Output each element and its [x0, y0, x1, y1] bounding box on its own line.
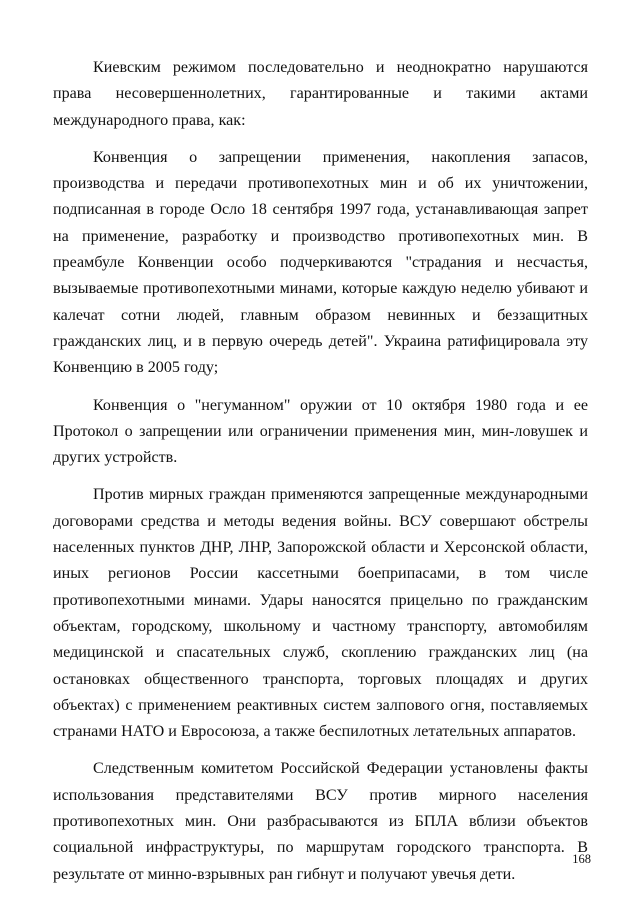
paragraph-1: Киевским режимом последовательно и неоднократно нарушаются права несовершеннолетних, гарантированные и такими актами международного права, как: [53, 59, 588, 129]
paragraph-2: Конвенция о запрещении применения, накопления запасов, производства и передачи противопехотных мин и об их уничтожении, подписанная в городе Осло 18 сентября 1997 года, устанавливающая запрет на применение, разработку и производство противопехотных мин. В преамбуле Конвенции особо подчеркиваются "страдания и несчастья, вызываемые противопехотными минами, которые каждую неделю убивают и калечат сотни людей, главным образом невинных и беззащитных гражданских лиц, и в первую очередь детей". Украина ратифицировала эту Конвенцию в 2005 году; [53, 148, 588, 377]
document-body [53, 55, 588, 899]
paragraph-5: Следственным комитетом Российской Федерации установлены факты использования представителями ВСУ против мирного населения противопехотных мин. Они разбрасываются из БПЛА вблизи объектов социальной инфраструктуры, по маршрутам городского транспорта. В результате от минно-взрывных ран гибнут и получают увечья дети. [53, 760, 588, 883]
paragraph-3: Конвенция о "негуманном" оружии от 10 октября 1980 года и ее Протокол о запрещении или ограничении применения мин, мин-ловушек и других устройств. [53, 396, 588, 467]
page-number: 168 [572, 852, 591, 866]
paragraph-4: Против мирных граждан применяются запрещенные международными договорами средства и методы ведения войны. ВСУ совершают обстрелы населенных пунктов ДНР, ЛНР, Запорожской области и Херсонской области, иных регионов России кассетными боеприпасами, в том числе противопехотными минами. Удары наносятся прицельно по гражданским объектам, городскому, школьному и частному транспорту, автомобилям медицинской и спасательных служб, скоплению гражданских лиц (на остановках общественного транспорта, торговых площадях и других объектах) с применением реактивных систем залпового огня, поставляемых странами НАТО и Евросоюза, а также беспилотных летательных аппаратов. [53, 486, 588, 741]
